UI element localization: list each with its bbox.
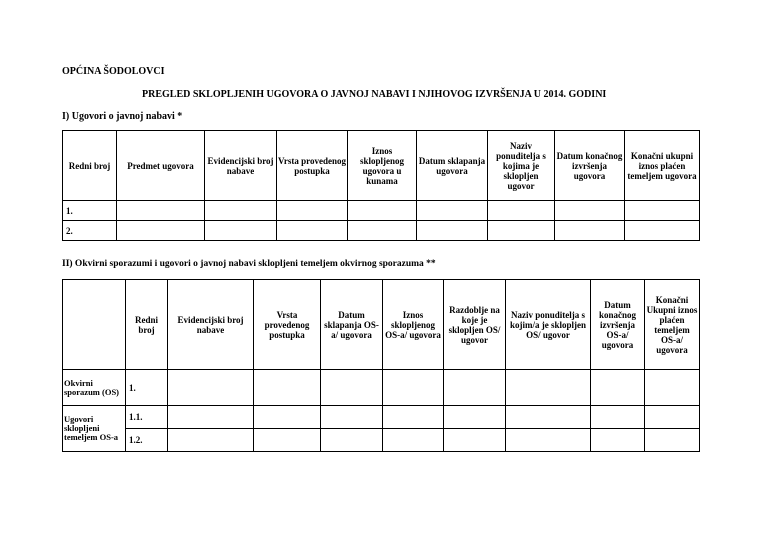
table-cell — [488, 221, 555, 241]
table-cell — [254, 370, 321, 406]
header-cell: Redni broj — [63, 131, 117, 201]
header-cell — [63, 280, 126, 370]
table-cell — [591, 406, 645, 429]
table-cell — [625, 221, 700, 241]
table-cell — [555, 201, 625, 221]
table-cell — [117, 221, 205, 241]
framework-agreement-label: Okvirni sporazum (OS) — [63, 370, 126, 406]
row-number: 1. — [126, 370, 168, 406]
table-cell — [506, 429, 591, 452]
table-cell — [321, 429, 383, 452]
table-cell — [645, 406, 700, 429]
header-cell: Datum konačnog izvršenja ugovora — [555, 131, 625, 201]
row-number: 2. — [63, 221, 117, 241]
section1-heading: I) Ugovori o javnoj nabavi * — [62, 111, 183, 122]
table-cell — [506, 370, 591, 406]
header-cell: Datum sklapanja OS-a/ ugovora — [321, 280, 383, 370]
table-cell — [168, 406, 254, 429]
table-cell — [555, 221, 625, 241]
table-cell — [254, 429, 321, 452]
header-cell: Razdoblje na koje je sklopljen OS/ ugovor — [444, 280, 506, 370]
row-number: 1. — [63, 201, 117, 221]
table-cell — [444, 429, 506, 452]
table-cell — [383, 370, 444, 406]
table-cell — [417, 221, 488, 241]
table-cell — [321, 370, 383, 406]
framework-agreements-table — [62, 279, 700, 452]
header-cell: Iznos sklopljenog OS-a/ ugovora — [383, 280, 444, 370]
header-cell: Datum konačnog izvršenja OS-a/ ugovora — [591, 280, 645, 370]
table-cell — [506, 406, 591, 429]
table-row — [63, 370, 700, 406]
document-title: PREGLED SKLOPLJENIH UGOVORA O JAVNOJ NABAVI I NJIHOVOG IZVRŠENJA U 2014. GODINI — [142, 89, 607, 100]
header-cell: Konačni ukupni iznos plaćen temeljem ugovora — [625, 131, 700, 201]
table-cell — [348, 221, 417, 241]
table-header-row — [63, 280, 700, 370]
table-row — [63, 201, 700, 221]
header-cell: Redni broj — [126, 280, 168, 370]
table-cell — [348, 201, 417, 221]
table-cell — [444, 406, 506, 429]
table-cell — [591, 429, 645, 452]
header-cell: Naziv ponuditelja s kojim/a je sklopljen OS/ ugovor — [506, 280, 591, 370]
table-cell — [277, 221, 348, 241]
header-cell: Naziv ponuditelja s kojima je sklopljen ugovor — [488, 131, 555, 201]
table-row — [63, 406, 700, 429]
table-cell — [383, 406, 444, 429]
header-cell: Vrsta provedenog postupka — [254, 280, 321, 370]
table-cell — [321, 406, 383, 429]
row-number: 1.1. — [126, 406, 168, 429]
table-cell — [488, 201, 555, 221]
header-cell: Predmet ugovora — [117, 131, 205, 201]
table-cell — [168, 370, 254, 406]
header-cell: Konačni Ukupni iznos plaćen temeljem OS-a/ ugovora — [645, 280, 700, 370]
table-cell — [117, 201, 205, 221]
section2-heading: II) Okvirni sporazumi i ugovori o javnoj nabavi sklopljeni temeljem okvirnog sporazuma ** — [62, 259, 436, 269]
contracts-table — [62, 130, 700, 241]
table-cell — [205, 201, 277, 221]
contracts-under-agreement-label: Ugovori sklopljeni temeljem OS-a — [63, 406, 126, 452]
table-header-row — [63, 131, 700, 201]
header-cell: Evidencijski broj nabave — [168, 280, 254, 370]
table-cell — [591, 370, 645, 406]
table-cell — [645, 370, 700, 406]
header-cell: Evidencijski broj nabave — [205, 131, 277, 201]
table-row — [63, 429, 700, 452]
header-cell: Iznos sklopljenog ugovora u kunama — [348, 131, 417, 201]
municipality-name: OPĆINA ŠODOLOVCI — [62, 66, 165, 77]
table-cell — [625, 201, 700, 221]
table-cell — [254, 406, 321, 429]
table-cell — [383, 429, 444, 452]
header-cell: Datum sklapanja ugovora — [417, 131, 488, 201]
table-cell — [645, 429, 700, 452]
table-cell — [417, 201, 488, 221]
row-number: 1.2. — [126, 429, 168, 452]
table-cell — [277, 201, 348, 221]
table-row — [63, 221, 700, 241]
table-cell — [205, 221, 277, 241]
table-cell — [168, 429, 254, 452]
table-cell — [444, 370, 506, 406]
header-cell: Vrsta provedenog postupka — [277, 131, 348, 201]
